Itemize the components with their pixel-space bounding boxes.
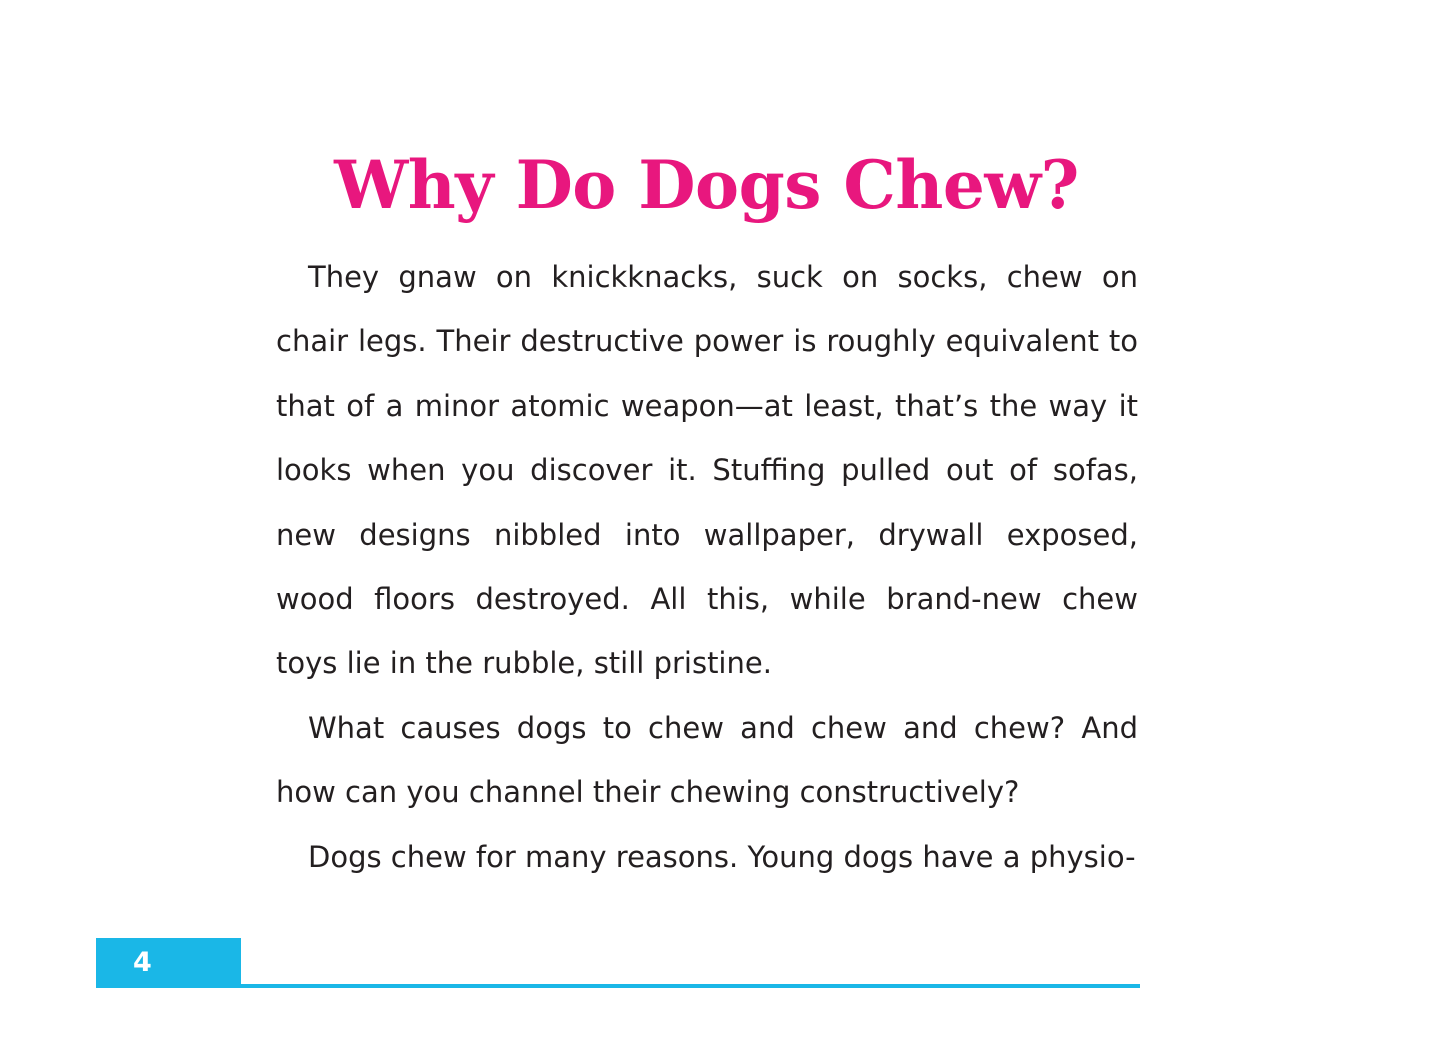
body-text	[276, 245, 1138, 889]
page-number-tab	[96, 938, 241, 988]
paragraph-1-line-7: toys lie in the rubble, still pristine.	[276, 646, 772, 681]
footer-rule	[96, 984, 1140, 988]
paragraph-1-line-1: They gnaw on knickknacks, suck on socks, chew on	[308, 260, 1138, 294]
page-title: Why Do Dogs Chew?	[334, 146, 1079, 224]
paragraph-2-line-2: how can you channel their chewing constructively?	[276, 775, 1020, 810]
paragraph-3-line-1: Dogs chew for many reasons. Young dogs have a physio-	[308, 839, 1136, 874]
page-number: 4	[133, 947, 152, 978]
paragraph-1-line-6: wood floors destroyed. All this, while brand-new chew	[276, 581, 1138, 616]
paragraph-1-line-2: chair legs. Their destructive power is roughly equivalent to	[276, 324, 1138, 359]
paragraph-1-line-4: looks when you discover it. Stuffing pulled out of sofas,	[276, 453, 1138, 488]
paragraph-1-line-5: new designs nibbled into wallpaper, drywall exposed,	[276, 517, 1138, 552]
paragraph-1-line-3: that of a minor atomic weapon—at least, that’s the way it	[276, 388, 1138, 423]
paragraph-2-line-1: What causes dogs to chew and chew and chew? And	[308, 710, 1138, 745]
